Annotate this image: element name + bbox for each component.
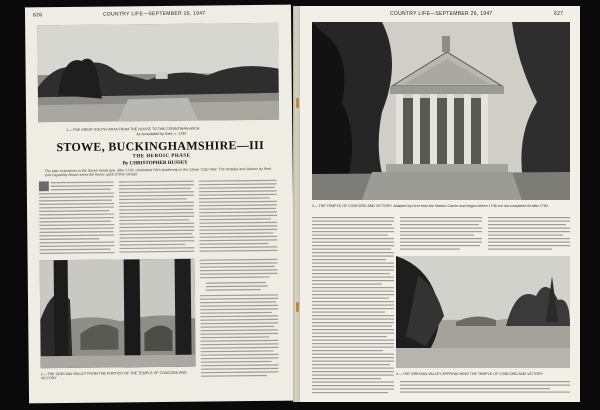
temple-of-concord-photo (312, 22, 570, 200)
body-column-8 (400, 380, 570, 398)
body-column-7 (488, 216, 570, 254)
standfirst: The later extensions in the Stowe landscape, after 1733, celebrated Pitt's leadership in the Stowe 'Cato' War. The temples and statues by Kent and Capability Brown show the heroic spirit of their design. (44, 166, 272, 178)
body-column-5 (312, 216, 394, 402)
left-page (25, 5, 295, 404)
page-number: 626 (32, 12, 43, 19)
body-column-4 (200, 258, 279, 384)
south-vista-photo (37, 23, 279, 123)
staple-bottom (296, 302, 299, 312)
right-page (300, 6, 580, 402)
article-subtitle: THE HEROIC PHASE (132, 153, 191, 160)
bottom-caption-right: 4.—THE GRECIAN VALLEY APPROACHING THE TEMPLE OF CONCORD AND VICTORY (396, 372, 543, 376)
top-caption: 1.—THE GREAT SOUTH VISTA FROM THE HOUSE TO THE CORINTHIAN ARCH (66, 126, 200, 132)
running-head-right: COUNTRY LIFE—SEPTEMBER 26, 1947 (390, 11, 493, 17)
running-head: COUNTRY LIFE—SEPTEMBER 26, 1947 (102, 10, 206, 18)
article-title: STOWE, BUCKINGHAMSHIRE—III (56, 137, 265, 155)
bottom-caption: 2.—THE GRECIAN VALLEY FROM THE PORTICO OF THE TEMPLE OF CONCORD AND VICTORY (40, 370, 187, 381)
body-column-3 (199, 179, 278, 255)
body-column-6 (400, 216, 482, 254)
byline: By CHRISTOPHER HUSSEY (122, 160, 188, 167)
page-number-right: 627 (554, 11, 564, 17)
grecian-valley-approach-photo (396, 256, 570, 368)
body-column-1 (39, 180, 115, 256)
book-spine (293, 6, 300, 402)
staple-top (296, 98, 299, 108)
grecian-valley-portico-photo (40, 259, 196, 369)
body-column-2 (119, 180, 195, 256)
top-caption-credit: As remodelled by Kent, c. 1740 (136, 131, 187, 137)
temple-caption: 3.—THE TEMPLE OF CONCORD AND VICTORY. Adapted by Kent from the Maison Carrée and begun before 1746 but not completed till after 1763 (312, 204, 548, 208)
